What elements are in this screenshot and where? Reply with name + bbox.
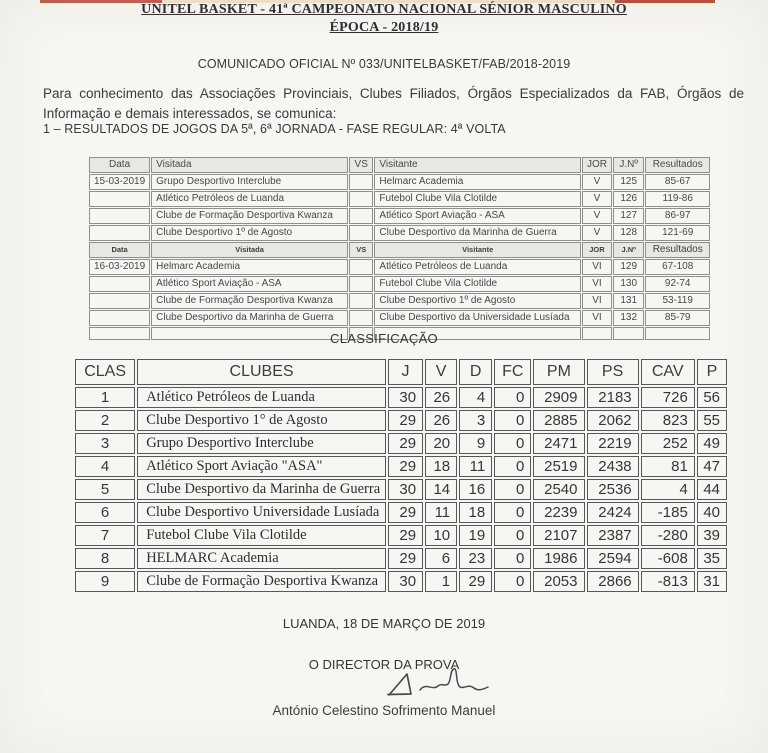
classification-row xyxy=(75,479,727,500)
visitada-cell: Atlético Petróleos de Luanda xyxy=(151,191,348,207)
d-cell: 18 xyxy=(459,502,492,523)
pm-cell: 2519 xyxy=(533,456,584,477)
v-cell: 11 xyxy=(425,502,457,523)
date-cell xyxy=(89,208,150,224)
club-cell: Clube de Formação Desportiva Kwanza xyxy=(137,571,386,592)
j-header: J xyxy=(388,359,423,385)
pm-cell: 2885 xyxy=(533,410,584,431)
classification-header-row xyxy=(75,359,727,385)
vs-cell xyxy=(349,310,373,326)
place-and-date: LUANDA, 18 DE MARÇO DE 2019 xyxy=(282,616,486,631)
v-cell: 1 xyxy=(425,571,457,592)
vs-cell xyxy=(349,191,373,207)
j-cell: 30 xyxy=(388,571,423,592)
results-row xyxy=(89,259,710,275)
fc-cell: 0 xyxy=(494,433,531,454)
ps-cell: 2387 xyxy=(587,525,639,546)
j-cell: 30 xyxy=(388,479,423,500)
jor-cell: V xyxy=(582,208,612,224)
d-cell: 19 xyxy=(459,525,492,546)
classification-row xyxy=(75,433,727,454)
rank-cell: 6 xyxy=(75,502,135,523)
results-header-visitante: Visitante xyxy=(374,242,581,258)
vs-cell xyxy=(349,225,373,241)
v-cell: 14 xyxy=(425,479,457,500)
jn-cell: 127 xyxy=(613,208,644,224)
cav-cell: 252 xyxy=(641,433,695,454)
classification-row xyxy=(75,456,727,477)
ps-cell: 2062 xyxy=(587,410,639,431)
cav-cell: 823 xyxy=(641,410,695,431)
document-season: ÉPOCA - 2018/19 xyxy=(329,20,439,35)
pm-cell: 2540 xyxy=(533,479,584,500)
visitada-cell: Clube Desportivo 1º de Agosto xyxy=(151,225,348,241)
result-cell: 85-67 xyxy=(645,174,710,190)
p-cell: 47 xyxy=(697,456,727,477)
jor-cell: VI xyxy=(582,310,612,326)
ps-cell: 2183 xyxy=(587,387,639,408)
j-cell: 29 xyxy=(388,525,423,546)
date-cell xyxy=(89,310,150,326)
results-header-visitada: Visitada xyxy=(151,157,348,173)
result-cell: 85-79 xyxy=(645,310,710,326)
result-cell: 119-86 xyxy=(645,191,710,207)
results-table xyxy=(88,156,711,341)
pm-cell: 2239 xyxy=(533,502,584,523)
result-cell: 53-119 xyxy=(645,293,710,309)
j-cell: 29 xyxy=(388,502,423,523)
section-1-heading: 1 – RESULTADOS DE JOGOS DA 5ª, 6ª JORNADA - FASE REGULAR: 4ª VOLTA xyxy=(43,122,506,136)
jor-cell: V xyxy=(582,225,612,241)
classification-row xyxy=(75,525,727,546)
fc-cell: 0 xyxy=(494,479,531,500)
pm-cell: 2909 xyxy=(533,387,584,408)
results-row xyxy=(89,276,710,292)
jn-cell: 132 xyxy=(613,310,644,326)
v-cell: 6 xyxy=(425,548,457,569)
rank-cell: 7 xyxy=(75,525,135,546)
cav-header: CAV xyxy=(641,359,695,385)
pm-cell: 2107 xyxy=(533,525,584,546)
ps-cell: 2219 xyxy=(587,433,639,454)
d-cell: 11 xyxy=(459,456,492,477)
results-header-data: Data xyxy=(89,242,150,258)
p-cell: 56 xyxy=(697,387,727,408)
signatory-title: O DIRECTOR DA PROVA xyxy=(308,657,460,672)
d-cell: 23 xyxy=(459,548,492,569)
v-cell: 26 xyxy=(425,387,457,408)
visitada-cell: Clube de Formação Desportiva Kwanza xyxy=(151,208,348,224)
results-header-visitante: Visitante xyxy=(374,157,581,173)
ps-header: PS xyxy=(587,359,639,385)
fc-header: FC xyxy=(494,359,531,385)
club-cell: Atlético Sport Aviação "ASA" xyxy=(137,456,386,477)
j-cell: 29 xyxy=(388,456,423,477)
pm-cell: 1986 xyxy=(533,548,584,569)
jor-cell: VI xyxy=(582,276,612,292)
club-cell: Atlético Petróleos de Luanda xyxy=(137,387,386,408)
date-cell xyxy=(89,293,150,309)
cav-cell: -185 xyxy=(641,502,695,523)
visitante-cell: Atlético Petróleos de Luanda xyxy=(374,259,581,275)
jor-cell: VI xyxy=(582,293,612,309)
d-cell: 3 xyxy=(459,410,492,431)
clas-header: CLAS xyxy=(75,359,135,385)
cav-cell: 4 xyxy=(641,479,695,500)
cav-cell: -280 xyxy=(641,525,695,546)
results-header-jn: J.Nº xyxy=(613,157,644,173)
intro-paragraph: Para conhecimento das Associações Provinciais, Clubes Filiados, Órgãos Especializados da FAB, Órgãos de Informação e demais interessados, se comunica: xyxy=(43,86,744,121)
fc-cell: 0 xyxy=(494,410,531,431)
visitante-cell: Atlético Sport Aviação - ASA xyxy=(374,208,581,224)
date-cell xyxy=(89,276,150,292)
rank-cell: 3 xyxy=(75,433,135,454)
jn-cell: 131 xyxy=(613,293,644,309)
jor-cell: VI xyxy=(582,259,612,275)
classification-row xyxy=(75,410,727,431)
classification-row xyxy=(75,502,727,523)
results-header-resultados: Resultados xyxy=(645,242,710,258)
jn-cell: 126 xyxy=(613,191,644,207)
jor-cell: V xyxy=(582,174,612,190)
results-header-data: Data xyxy=(89,157,150,173)
date-cell: 16-03-2019 xyxy=(89,259,150,275)
document-title: UNITEL BASKET - 41ª CAMPEONATO NACIONAL SÉNIOR MASCULINO xyxy=(141,2,627,17)
cav-cell: 726 xyxy=(641,387,695,408)
rank-cell: 1 xyxy=(75,387,135,408)
classification-title: CLASSIFICAÇÃO xyxy=(330,331,438,346)
vs-cell xyxy=(349,174,373,190)
results-header-visitada: Visitada xyxy=(151,242,348,258)
p-cell: 49 xyxy=(697,433,727,454)
j-cell: 29 xyxy=(388,433,423,454)
d-cell: 16 xyxy=(459,479,492,500)
pm-cell: 2471 xyxy=(533,433,584,454)
results-row xyxy=(89,191,710,207)
jn-cell: 130 xyxy=(613,276,644,292)
p-cell: 35 xyxy=(697,548,727,569)
visitante-cell: Futebol Clube Vila Clotilde xyxy=(374,191,581,207)
fc-cell: 0 xyxy=(494,548,531,569)
classification-table xyxy=(73,357,729,594)
visitante-cell: Clube Desportivo da Universidade Lusíada xyxy=(374,310,581,326)
visitada-cell: Grupo Desportivo Interclube xyxy=(151,174,348,190)
v-cell: 10 xyxy=(425,525,457,546)
visitada-cell: Atlético Sport Aviação - ASA xyxy=(151,276,348,292)
fc-cell: 0 xyxy=(494,456,531,477)
results-header-resultados: Resultados xyxy=(645,157,710,173)
cav-cell: -813 xyxy=(641,571,695,592)
clubes-header: CLUBES xyxy=(137,359,386,385)
visitada-cell: Clube de Formação Desportiva Kwanza xyxy=(151,293,348,309)
rank-cell: 2 xyxy=(75,410,135,431)
jor-cell: V xyxy=(582,191,612,207)
fc-cell: 0 xyxy=(494,387,531,408)
results-row xyxy=(89,208,710,224)
comunicado-number: COMUNICADO OFICIAL Nº 033/UNITELBASKET/FAB/2018-2019 xyxy=(197,57,571,71)
results-header-vs: VS xyxy=(349,157,373,173)
classification-row xyxy=(75,548,727,569)
v-cell: 26 xyxy=(425,410,457,431)
p-cell: 39 xyxy=(697,525,727,546)
v-cell: 18 xyxy=(425,456,457,477)
j-cell: 30 xyxy=(388,387,423,408)
rank-cell: 4 xyxy=(75,456,135,477)
results-header-vs: VS xyxy=(349,242,373,258)
visitante-cell: Helmarc Academia xyxy=(374,174,581,190)
visitada-cell: Clube Desportivo da Marinha de Guerra xyxy=(151,310,348,326)
ps-cell: 2536 xyxy=(587,479,639,500)
p-cell: 40 xyxy=(697,502,727,523)
vs-cell xyxy=(349,276,373,292)
date-cell xyxy=(89,225,150,241)
result-cell: 121-69 xyxy=(645,225,710,241)
rank-cell: 8 xyxy=(75,548,135,569)
results-row xyxy=(89,225,710,241)
fc-cell: 0 xyxy=(494,502,531,523)
visitante-cell: Clube Desportivo 1º de Agosto xyxy=(374,293,581,309)
classification-row xyxy=(75,387,727,408)
date-cell: 15-03-2019 xyxy=(89,174,150,190)
ps-cell: 2438 xyxy=(587,456,639,477)
results-header-jn: J.Nº xyxy=(613,242,644,258)
visitante-cell: Clube Desportivo da Marinha de Guerra xyxy=(374,225,581,241)
vs-cell xyxy=(349,208,373,224)
rank-cell: 9 xyxy=(75,571,135,592)
club-cell: Futebol Clube Vila Clotilde xyxy=(137,525,386,546)
result-cell: 92-74 xyxy=(645,276,710,292)
result-cell: 67-108 xyxy=(645,259,710,275)
date-cell xyxy=(89,191,150,207)
club-cell: Grupo Desportivo Interclube xyxy=(137,433,386,454)
results-row xyxy=(89,293,710,309)
p-header: P xyxy=(697,359,727,385)
rank-cell: 5 xyxy=(75,479,135,500)
result-cell: 86-97 xyxy=(645,208,710,224)
pm-cell: 2053 xyxy=(533,571,584,592)
d-cell: 9 xyxy=(459,433,492,454)
fc-cell: 0 xyxy=(494,525,531,546)
d-header: D xyxy=(459,359,492,385)
ps-cell: 2424 xyxy=(587,502,639,523)
club-cell: Clube Desportivo Universidade Lusíada xyxy=(137,502,386,523)
vs-cell xyxy=(349,259,373,275)
jn-cell: 128 xyxy=(613,225,644,241)
results-header-row-2 xyxy=(89,242,710,258)
pm-header: PM xyxy=(533,359,584,385)
cav-cell: -608 xyxy=(641,548,695,569)
ps-cell: 2866 xyxy=(587,571,639,592)
club-cell: Clube Desportivo da Marinha de Guerra xyxy=(137,479,386,500)
jn-cell: 125 xyxy=(613,174,644,190)
visitante-cell: Futebol Clube Vila Clotilde xyxy=(374,276,581,292)
results-row xyxy=(89,174,710,190)
jn-cell: 129 xyxy=(613,259,644,275)
p-cell: 44 xyxy=(697,479,727,500)
p-cell: 55 xyxy=(697,410,727,431)
d-cell: 29 xyxy=(459,571,492,592)
signatory-name: António Celestino Sofrimento Manuel xyxy=(272,703,496,718)
d-cell: 4 xyxy=(459,387,492,408)
p-cell: 31 xyxy=(697,571,727,592)
club-cell: HELMARC Academia xyxy=(137,548,386,569)
fc-cell: 0 xyxy=(494,571,531,592)
v-cell: 20 xyxy=(425,433,457,454)
j-cell: 29 xyxy=(388,548,423,569)
visitada-cell: Helmarc Academia xyxy=(151,259,348,275)
club-cell: Clube Desportivo 1° de Agosto xyxy=(137,410,386,431)
j-cell: 29 xyxy=(388,410,423,431)
results-header-row xyxy=(89,157,710,173)
cav-cell: 81 xyxy=(641,456,695,477)
results-header-jor: JOR xyxy=(582,242,612,258)
results-row xyxy=(89,310,710,326)
ps-cell: 2594 xyxy=(587,548,639,569)
classification-row xyxy=(75,571,727,592)
v-header: V xyxy=(425,359,457,385)
vs-cell xyxy=(349,293,373,309)
results-header-jor: JOR xyxy=(582,157,612,173)
